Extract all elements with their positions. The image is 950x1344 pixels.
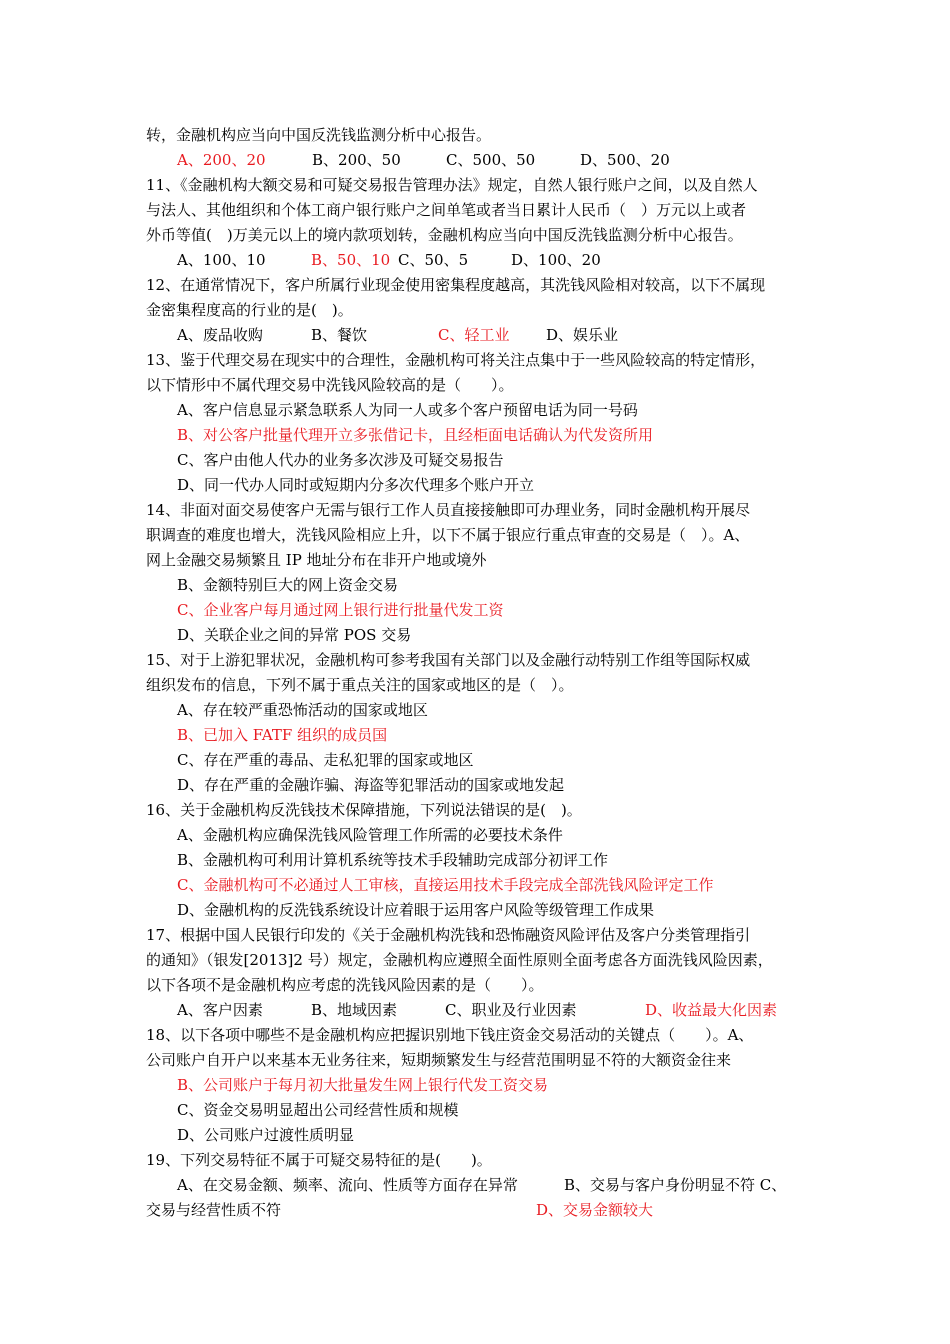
question-12-line: 12、在通常情况下，客户所属行业现金使用密集程度越高，其洗钱风险相对较高，以下不属现 [146, 276, 766, 294]
option-d: D、100、20 [511, 251, 601, 269]
option-c-continued: 交易与经营性质不符 [146, 1201, 282, 1219]
option-c: C、存在严重的毒品、走私犯罪的国家或地区 [177, 751, 474, 769]
option-b: B、金融机构可利用计算机系统等技术手段辅助完成部分初评工作 [177, 851, 609, 869]
option-row [177, 148, 670, 173]
option-c: C、500、50 [446, 151, 536, 169]
question-14-line: 网上金融交易频繁且 IP 地址分布在非开户地或境外 [146, 551, 487, 569]
option-row [177, 323, 618, 348]
option-a: A、客户因素 [177, 1001, 263, 1019]
option-a: A、存在较严重恐怖活动的国家或地区 [177, 701, 428, 719]
option-d: D、同一代办人同时或短期内分多次代理多个账户开立 [177, 476, 535, 494]
option-row [146, 1198, 653, 1223]
option-a: A、在交易金额、频率、流向、性质等方面存在异常 [177, 1176, 518, 1194]
option-a: A、废品收购 [177, 326, 263, 344]
option-d: D、金融机构的反洗钱系统设计应着眼于运用客户风险等级管理工作成果 [177, 901, 655, 919]
option-c-answer: C、轻工业 [438, 326, 510, 344]
option-c: C、职业及行业因素 [445, 1001, 577, 1019]
option-d: D、娱乐业 [546, 326, 619, 344]
option-c-answer: C、企业客户每月通过网上银行进行批量代发工资 [177, 601, 504, 619]
question-15-line: 组织发布的信息，下列不属于重点关注的国家或地区的是（ ）。 [146, 676, 574, 694]
option-b-answer: B、50、10 [311, 251, 391, 269]
option-b-answer: B、对公客户批量代理开立多张借记卡，且经柜面电话确认为代发资所用 [177, 426, 654, 444]
question-18-line: 18、以下各项中哪些不是金融机构应把握识别地下钱庄资金交易活动的关键点（ ）。A、 [146, 1026, 754, 1044]
option-b: B、地域因素 [311, 1001, 398, 1019]
option-a: A、金融机构应确保洗钱风险管理工作所需的必要技术条件 [177, 826, 563, 844]
option-c: C、资金交易明显超出公司经营性质和规模 [177, 1101, 459, 1119]
option-c: C、客户由他人代办的业务多次涉及可疑交易报告 [177, 451, 504, 469]
option-a-answer: A、200、20 [177, 151, 266, 169]
option-c-answer: C、金融机构可不必通过人工审核，直接运用技术手段完成全部洗钱风险评定工作 [177, 876, 714, 894]
option-bc: B、交易与客户身份明显不符 C、 [564, 1176, 787, 1194]
option-a: A、100、10 [177, 251, 266, 269]
question-17-line: 的通知》（银发[2013]2 号）规定，金融机构应遵照全面性原则全面考虑各方面洗钱风险因素， [146, 951, 773, 969]
option-d: D、存在严重的金融诈骗、海盗等犯罪活动的国家或地发起 [177, 776, 565, 794]
question-17-line: 17、根据中国人民银行印发的《关于金融机构洗钱和恐怖融资风险评估及客户分类管理指引 [146, 926, 751, 944]
paragraph-line: 转，金融机构应当向中国反洗钱监测分析中心报告。 [146, 126, 492, 144]
question-11-line: 11、《金融机构大额交易和可疑交易报告管理办法》规定，自然人银行账户之间，以及自然人 [146, 176, 758, 194]
question-11-line: 与法人、其他组织和个体工商户银行账户之间单笔或者当日累计人民币（ ）万元以上或者 [146, 201, 747, 219]
question-16-line: 16、关于金融机构反洗钱技术保障措施，下列说法错误的是( )。 [146, 801, 582, 819]
option-d-answer: D、收益最大化因素 [645, 1001, 778, 1019]
question-18-line: 公司账户自开户以来基本无业务往来，短期频繁发生与经营范围明显不符的大额资金往来 [146, 1051, 732, 1069]
question-17-line: 以下各项不是金融机构应考虑的洗钱风险因素的是（ ）。 [146, 976, 544, 994]
question-13-line: 以下情形中不属代理交易中洗钱风险较高的是（ ）。 [146, 376, 514, 394]
question-11-line: 外币等值( )万美元以上的境内款项划转，金融机构应当向中国反洗钱监测分析中心报告。 [146, 226, 743, 244]
option-b: B、餐饮 [311, 326, 368, 344]
option-b: B、金额特别巨大的网上资金交易 [177, 576, 399, 594]
option-a: A、客户信息显示紧急联系人为同一人或多个客户预留电话为同一号码 [177, 401, 638, 419]
option-row [177, 248, 601, 273]
option-d: D、500、20 [580, 151, 670, 169]
option-d: D、公司账户过渡性质明显 [177, 1126, 355, 1144]
question-19-line: 19、下列交易特征不属于可疑交易特征的是( )。 [146, 1151, 492, 1169]
question-13-line: 13、鉴于代理交易在现实中的合理性，金融机构可将关注点集中于一些风险较高的特定情形， [146, 351, 766, 369]
question-12-line: 金密集程度高的行业的是( )。 [146, 301, 353, 319]
question-14-line: 14、非面对面交易使客户无需与银行工作人员直接接触即可办理业务，同时金融机构开展尽 [146, 501, 751, 519]
option-row [177, 998, 777, 1023]
option-c: C、50、5 [398, 251, 469, 269]
option-d: D、关联企业之间的异常 POS 交易 [177, 626, 412, 644]
option-b: B、200、50 [312, 151, 401, 169]
option-d-answer: D、交易金额较大 [536, 1201, 654, 1219]
question-14-line: 职调查的难度也增大，洗钱风险相应上升，以下不属于银应行重点审查的交易是（ ）。A、 [146, 526, 750, 544]
option-row [177, 1173, 786, 1198]
option-b-answer: B、公司账户于每月初大批量发生网上银行代发工资交易 [177, 1076, 549, 1094]
question-15-line: 15、对于上游犯罪状况，金融机构可参考我国有关部门以及金融行动特别工作组等国际权威 [146, 651, 751, 669]
option-b-answer: B、已加入 FATF 组织的成员国 [177, 726, 388, 744]
